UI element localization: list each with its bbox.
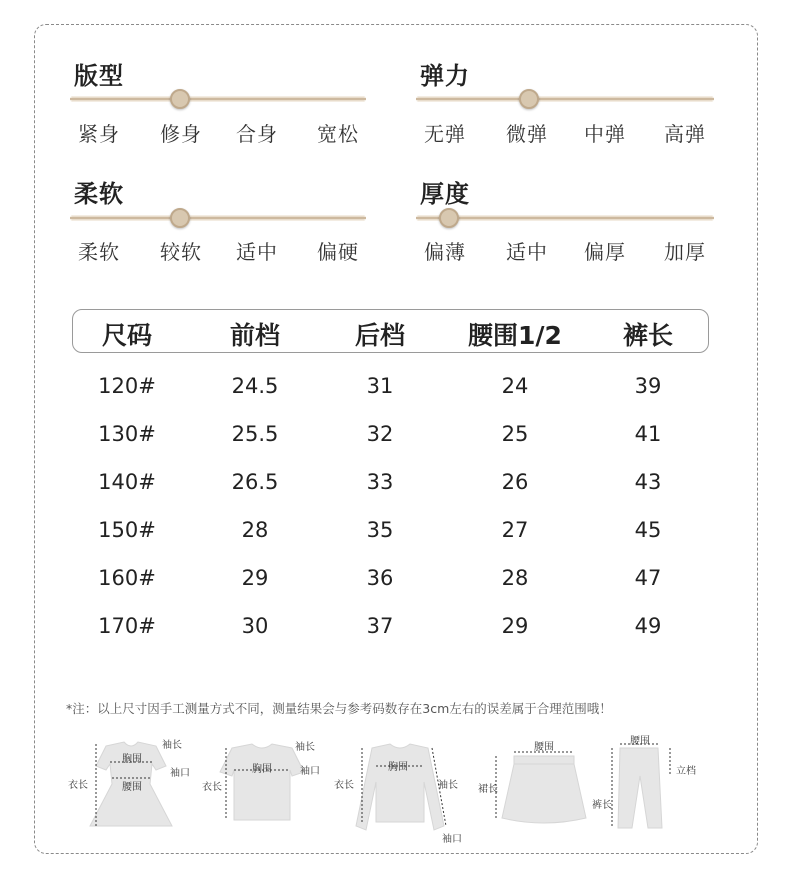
table-cell: 25.5 <box>231 422 279 446</box>
table-cell: 29 <box>501 614 529 638</box>
row-size-cell: 120# <box>98 374 156 398</box>
pants-waist-label: 腰围 <box>630 736 650 747</box>
softness-option: 柔软 <box>78 240 120 264</box>
pants-rise-label: 立档 <box>676 766 696 777</box>
softness-option: 适中 <box>236 240 278 264</box>
table-cell: 45 <box>634 518 662 542</box>
fit-option: 宽松 <box>317 122 359 146</box>
fit-option: 修身 <box>160 122 202 146</box>
tshirt-bust-label: 胸围 <box>252 764 272 775</box>
thickness-option: 加厚 <box>664 240 706 264</box>
header-size: 尺码 <box>101 321 152 350</box>
table-cell: 29 <box>241 566 269 590</box>
attr-title-fit: 版型 <box>74 62 124 90</box>
table-cell: 25 <box>501 422 529 446</box>
skirt-length-label: 裙长 <box>478 784 498 795</box>
table-cell: 41 <box>634 422 662 446</box>
attr-title-elasticity: 弹力 <box>420 62 470 90</box>
table-cell: 26.5 <box>231 470 279 494</box>
thickness-option: 偏薄 <box>424 240 466 264</box>
softness-option: 较软 <box>160 240 202 264</box>
dress-bust-label: 胸围 <box>122 754 142 765</box>
fit-option: 合身 <box>236 122 278 146</box>
softness-option: 偏硬 <box>317 240 359 264</box>
elasticity-slider-track <box>416 96 714 102</box>
row-size-cell: 150# <box>98 518 156 542</box>
pants-length-label: 裤长 <box>592 800 612 811</box>
thickness-slider-track <box>416 215 714 221</box>
thickness-option: 适中 <box>506 240 548 264</box>
row-size-cell: 140# <box>98 470 156 494</box>
measurement-note: *注：以上尺寸因手工测量方式不同，测量结果会与参考码数存在3cm左右的误差属于合理范围哦！ <box>66 701 612 716</box>
header-half-waist: 腰围1/2 <box>468 321 562 350</box>
elasticity-option: 无弹 <box>424 122 466 146</box>
skirt-diagram <box>476 738 596 828</box>
table-cell: 28 <box>501 566 529 590</box>
table-cell: 30 <box>241 614 269 638</box>
elasticity-option: 中弹 <box>584 122 626 146</box>
table-cell: 36 <box>366 566 394 590</box>
thickness-slider-knob <box>439 208 459 228</box>
table-cell: 43 <box>634 470 662 494</box>
header-back-rise: 后档 <box>354 321 405 350</box>
table-cell: 39 <box>634 374 662 398</box>
attr-title-thickness: 厚度 <box>420 180 470 208</box>
attr-title-softness: 柔软 <box>74 180 124 208</box>
table-cell: 24.5 <box>231 374 279 398</box>
sweater-length-label: 衣长 <box>334 780 354 791</box>
pants-icon <box>590 732 700 832</box>
row-size-cell: 130# <box>98 422 156 446</box>
tshirt-sleeve-label: 袖长 <box>295 742 315 753</box>
table-cell: 27 <box>501 518 529 542</box>
softness-slider-knob <box>170 208 190 228</box>
softness-slider-track <box>70 215 366 221</box>
table-cell: 35 <box>366 518 394 542</box>
sweater-cuff-label: 袖口 <box>442 834 462 845</box>
table-cell: 26 <box>501 470 529 494</box>
tshirt-cuff-label: 袖口 <box>300 766 320 777</box>
table-cell: 47 <box>634 566 662 590</box>
fit-slider-knob <box>170 89 190 109</box>
thickness-option: 偏厚 <box>584 240 626 264</box>
fit-slider-track <box>70 96 366 102</box>
tshirt-diagram <box>200 736 330 826</box>
sweater-bust-label: 胸围 <box>388 762 408 773</box>
table-cell: 32 <box>366 422 394 446</box>
dress-cuff-label: 袖口 <box>170 768 190 779</box>
skirt-waist-label: 腰围 <box>534 742 554 753</box>
tshirt-length-label: 衣长 <box>202 782 222 793</box>
table-cell: 49 <box>634 614 662 638</box>
elasticity-option: 高弹 <box>664 122 706 146</box>
table-cell: 33 <box>366 470 394 494</box>
sweater-sleeve-label: 袖长 <box>438 780 458 791</box>
dress-length-label: 衣长 <box>68 780 88 791</box>
dress-sleeve-label: 袖长 <box>162 740 182 751</box>
table-cell: 37 <box>366 614 394 638</box>
table-cell: 28 <box>241 518 269 542</box>
row-size-cell: 170# <box>98 614 156 638</box>
header-front-rise: 前档 <box>229 321 280 350</box>
table-cell: 24 <box>501 374 529 398</box>
sweater-diagram <box>332 736 472 844</box>
row-size-cell: 160# <box>98 566 156 590</box>
dress-waist-label: 腰围 <box>122 782 142 793</box>
table-cell: 31 <box>366 374 394 398</box>
dress-diagram <box>66 734 196 834</box>
header-pants-length: 裤长 <box>622 321 673 350</box>
elasticity-option: 微弹 <box>506 122 548 146</box>
pants-diagram <box>590 732 700 832</box>
fit-option: 紧身 <box>78 122 120 146</box>
